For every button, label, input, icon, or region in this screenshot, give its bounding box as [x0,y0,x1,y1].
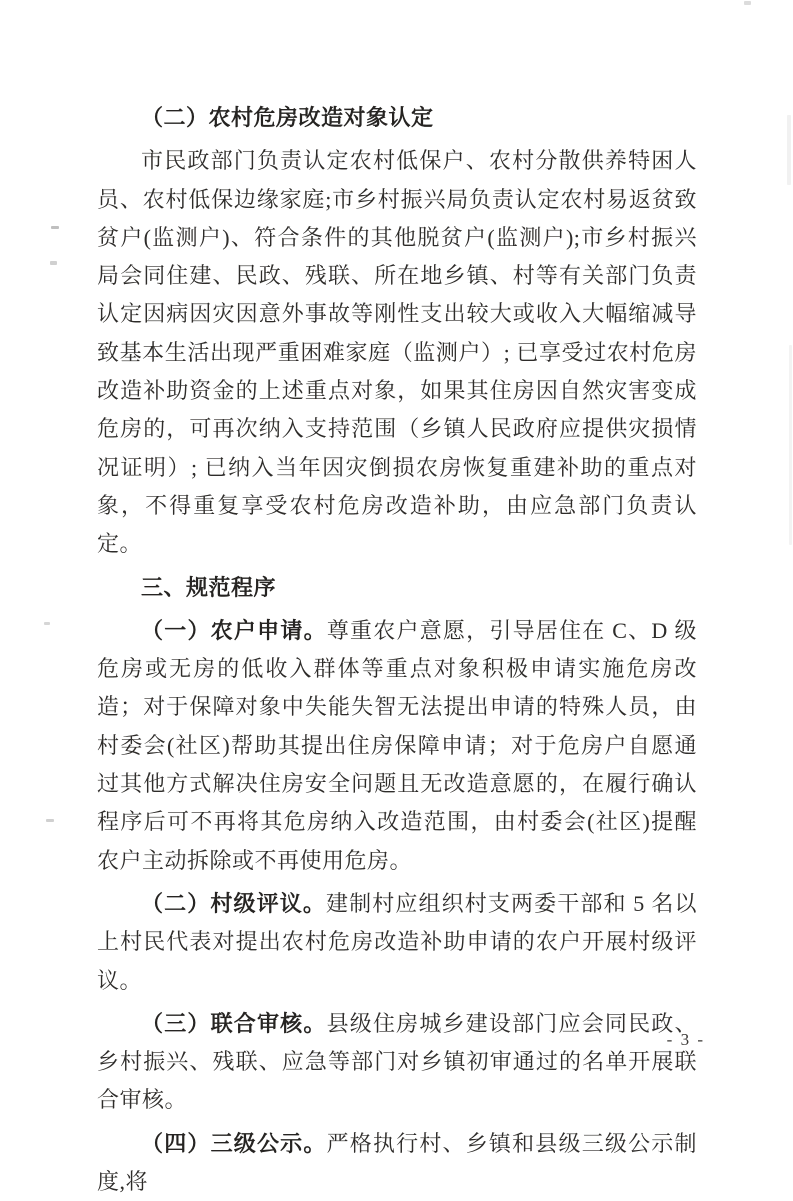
paragraph-text: 市民政部门负责认定农村低保户、农村分散供养特困人员、农村低保边缘家庭;市乡村振兴局负责认定农村易返贫致贫户(监测户)、符合条件的其他脱贫户(监测户);市乡村振兴局会同住建、民政、残联、所在地乡镇、村等有关部门负责认定因病因灾因意外事故等刚性支出较大或收入大幅缩减导致基本生活出现严重困难家庭（监测户）; 已享受过农村危房改造补助资金的上述重点对象，如果其住房因自然灾害变成危房的，可再次纳入支持范围（乡镇人民政府应提供灾损情况证明）; 已纳入当年因灾倒损农房恢复重建补助的重点对象，不得重复享受农村危房改造补助，由应急部门负责认定。 [97,148,697,557]
paragraph-lead: （二）村级评议。 [141,890,326,916]
paragraph-text: 建制村应组织村支两委干部和 5 名以上村民代表对提出农村危房改造补助申请的农户开展村级评议。 [97,890,697,993]
paragraph-lead: （四）三级公示。 [141,1130,327,1156]
scan-speck [744,1,751,5]
scan-speck [787,115,791,185]
paragraph-farmer-application [97,612,697,880]
paragraph-village-review [97,885,697,1000]
document-body [97,99,697,1201]
paragraph-text: 严格执行村、乡镇和县级三级公示制度,将 [97,1130,697,1195]
scan-speck [50,261,57,265]
paragraph-joint-audit [97,1005,697,1120]
paragraph-three-level-publicity [97,1125,697,1201]
scan-speck [789,345,792,545]
scan-speck [44,622,50,625]
paragraph-target-identification [97,142,697,563]
section-heading-standard-procedure: 三、规范程序 [141,574,277,600]
page-number: - 3 - [666,1030,705,1049]
scan-speck [46,819,54,822]
scan-speck [51,226,59,229]
paragraph-text: 县级住房城乡建设部门应会同民政、乡村振兴、残联、应急等部门对乡镇初审通过的名单开展联合审核。 [97,1010,697,1113]
section-heading-rural-renovation-target: （二）农村危房改造对象认定 [141,105,434,130]
paragraph-text: 尊重农户意愿，引导居住在 C、D 级危房或无房的低收入群体等重点对象积极申请实施危房改造；对于保障对象中失能失智无法提出申请的特殊人员，由村委会(社区)帮助其提出住房保障申请；对于危房户自愿通过其他方式解决住房安全问题且无改造意愿的，在履行确认程序后可不再将其危房纳入改造范围，由村委会(社区)提醒农户主动拆除或不再使用危房。 [97,617,697,873]
paragraph-lead: （三）联合审核。 [141,1010,327,1036]
paragraph-lead: （一）农户申请。 [141,617,327,643]
